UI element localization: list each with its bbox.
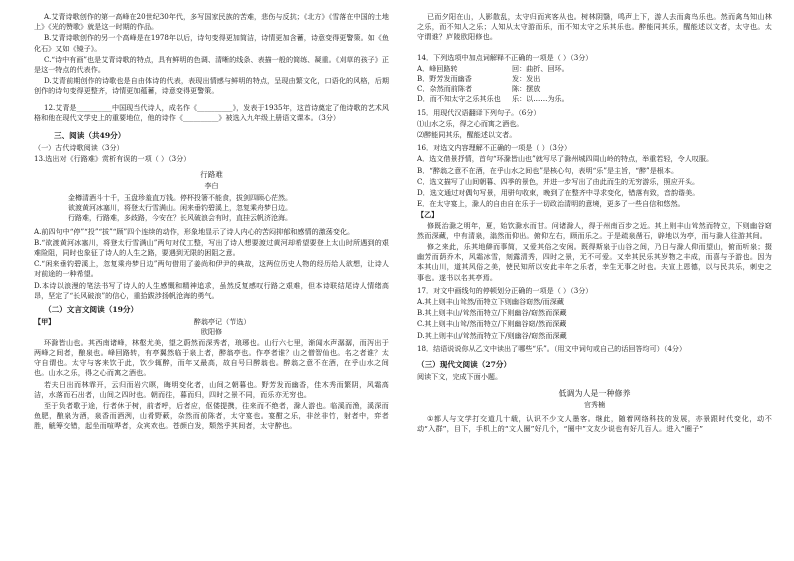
q14-option-d-text: D．而不知太守之乐其乐也 [417,94,501,104]
question-13: 13.选出对《行路难》赏析有误的一项（ ）（3分） [34,154,191,164]
q16-option-a: A．选文借景抒情，首句“环滁皆山也”就写尽了滁州城四周山岭的特点，举重若轻，令人叹服。 [417,154,714,164]
q15-item: ⑵醉能同其乐，醒能述以文者。 [417,130,517,140]
wen-paragraph: 环滁皆山也。其西南诸峰，林壑尤美，望之蔚然而深秀者，琅琊也。山行六七里，渐闻水声潺潺，而泻出于两峰之间者，酿泉也。峰回路转，有亭翼然临于泉上者，醉翁亭也。作亭者谁？山之僧智仙也。名之者谁？太守自谓也。太守与客来饮于此，饮少辄醉，而年又最高，故自号曰醉翁也。醉翁之意不在酒，在乎山水之间也。山水之乐，得之心而寓之酒也。 [34,337,389,378]
q14-option-c [417,84,772,94]
q16-option-e: E．在太守宴上，滁人的自由自在乐于一切政治清明的意境，更多了一些自信和悠然。 [417,199,685,209]
wen-author: 欧阳修 [200,327,223,337]
article-author: 官秀楠 [584,400,605,409]
wen-title: 醉翁亭记（节选） [193,317,251,327]
question-17: 17．对文中画线句的停顿划分正确的一项是（ ）（3分） [417,285,593,295]
subsection-1-heading: （一）古代诗歌阅读（3分） [34,143,124,153]
poem-line: 金樽清酒斗十千，玉盘珍羞直万钱。停杯投箸不能食，拔剑四顾心茫然。 [68,194,292,203]
section-3-heading: 三、阅读（共49分） [54,131,126,141]
passage-jia-tag: 【甲】 [34,317,56,327]
wen-paragraph: 若夫日出而林霏开，云归而岩穴暝，晦明变化者，山间之朝暮也。野芳发而幽香，佳木秀而繁阴，风霜高洁，水落而石出者，山间之四时也。朝而往，暮而归，四时之景不同，而乐亦无穷也。 [34,379,389,399]
q14-option-b-text: B．野芳发而幽香 [417,74,472,84]
poem-line: 行路难，行路难，多歧路，今安在？长风破浪会有时，直挂云帆济沧海。 [68,214,292,223]
wen-title-row [34,317,389,327]
q11-option-a: A.艾青诗歌创作的第一高峰在20世纪30年代，多写国家民族的苦难，悲伤与反抗；《北方》《雪落在中国的土地上》《光的赞歌》就是这一时期的作品。 [34,12,389,32]
subsection-3-heading: （三）现代文阅读（27分） [417,360,512,370]
q16-option-b: B．“醉翁之意不在酒，在乎山水之间也”是核心句，表明“乐”是主旨，“醉”是根本。 [417,165,679,175]
q11-option-b: B.艾青诗歌创作的另一个高峰是在1978年以后，诗句变得更加简洁，诗情更加含蓄，诗意变得更警策。如《鱼化石》又如《镜子》。 [34,33,389,53]
question-18: 18．结语说说你从乙文中读出了哪些“乐”。（用文中词句或自己的话回答均可）（4分） [417,343,687,353]
poem-author: 李白 [204,181,219,190]
poem-title: 行路难 [200,169,223,179]
q13-option-c: C.“闲来垂钓碧溪上，忽复乘舟梦日边”两句借用了姜尚和伊尹的典故，这两位历史人物的经历给人欲想，让诗人对前途的一种希望。 [34,259,389,279]
q14-option-a [417,64,772,74]
q14-option-c-gloss: 陈：摆放 [512,84,541,94]
q17-option-c: C.其上则丰山耸/然而特立/下则幽谷窈/然而深藏 [417,319,567,329]
wen-paragraph: 已而夕阳在山，人影散乱，太守归而宾客从也。树林阴翳，鸣声上下，游人去而禽鸟乐也。然而禽鸟知山林之乐，而不知人之乐；人知从太守游而乐，而不知太守之乐其乐也。醉能同其乐，醒能述以文者，太守也。太守谓谁？庐陵欧阳修也。 [417,12,772,42]
poem-line: 欲渡黄河冰塞川，将登太行雪满山。闲来垂钓碧溪上，忽复乘舟梦日边。 [68,204,292,213]
q13-option-a: A.前四句中“停”“投”“拔”“顾”四个连续的动作，形象地显示了诗人内心的苦闷抑郁和感情的激荡变化。 [34,226,355,236]
q14-option-a-gloss: 回：曲折、回环。 [512,63,569,73]
yi-paragraph: 修之来此，乐其地僻而事简，又爱其俗之安闲。既得斯泉于山谷之间，乃日与滁人仰而望山，俯而听泉；掇幽芳而荫乔木，风霜冰雪，刻露清秀，四时之景，无不可爱。又幸其民乐其岁物之丰成，而喜与予游也。因为本其山川，道其风俗之美，使民知所以安此丰年之乐者，幸生无事之时也。夫宣上恩德，以与民共乐，刺史之事也。遂书以名其亭焉。 [417,242,772,282]
q16-option-c: C．选文描写了山间朝暮、四季的景色，并进一步写出了由此而生的无穷游乐，照应开头。 [417,176,700,186]
reading-intro: 阅读下文，完成下面小题。 [417,372,503,382]
right-column [417,12,772,435]
q14-option-c-text: C．杂然而前陈者 [417,84,473,94]
q11-option-c: C.“诗中有画”也是艾青诗歌的特点，具有鲜明的色调、清晰的线条、表描一般的简练、凝重。《刈草的孩子》正是这一特点的代表作。 [34,54,389,75]
q17-option-d: D.其上则丰山/耸然而特立下/则幽谷/窈然而深藏 [417,330,567,340]
q13-option-d: D.本诗以浪漫的笔法书写了诗人的人生感慨和精神追求，虽然反复感叹行路之艰难，但本诗联结尾诗人情绪高昂，坚定了“长风破浪”的信心，重拾跋涉扬帆沧海的勇气。 [34,280,389,300]
q11-option-d: D.艾青前期创作的诗歌也是自由体诗的代表，表现出情感与鲜明的特点，呈现由繁文化，口语化的风格，后期创作的诗句变得更整齐，诗情更加蕴蓄，诗意变得更警策。 [34,76,389,96]
q17-option-b: B.其上则丰山/耸然而特立/下则幽谷/窈然而深藏 [417,308,567,318]
article-paragraph-1: ①都人与文学打交道几十载，认识不少文人墨客。继此，随着网络科技的发展，亦景跟时代变化，动不动“入群”，目下，手机上的“文人圈”好几个，“圈中”文友少说也有好几百人。进入“圈子” [417,413,772,434]
question-15: 15．用现代汉语翻译下列句子。（6分） [417,107,541,117]
q14-option-d-gloss: 乐：以……为乐。 [512,94,569,104]
q14-option-b [417,74,772,84]
question-14: 14．下列选项中加点词解释不正确的一项是（ ）（3分） [417,52,593,62]
left-column [34,12,389,433]
subsection-2-heading: （二）文言文阅读（19分） [44,305,139,315]
wen-paragraph: 至于负者歌于途，行者休于树，前者呼，后者应，伛偻提携，往来而不绝者，滁人游也。临溪而渔，溪深而鱼肥，酿泉为酒，泉香而酒洌，山肴野蔌，杂然而前陈者，太守宴也。宴酣之乐，非丝非竹，射者中，弈者胜，觥筹交错，起坐而喧哗者，众宾欢也。苍颜白发，颓然乎其间者，太守醉也。 [34,400,389,431]
article-title: 低调为人是一种修养 [558,388,631,398]
passage-yi-tag: 【乙】 [417,210,439,220]
q14-option-a-text: A．峰回路转 [417,63,458,73]
yi-paragraph: 修既治滁之明年，夏，始饮滁水而甘。问诸滁人，得于州南百步之近。其上则丰山耸然而特立，下则幽谷窈然而深藏，中有清泉，滃然而仰出。俯仰左右，顾而乐之。于是疏泉凿石，辟地以为亭，而与滁人往游其间。 [417,220,772,240]
question-16: 16．对选文内容理解不正确的一项是（ ）（3分） [417,143,572,153]
q13-option-b: B.“欲渡黄河冰塞川，将登太行雪满山”两句对仗工整，写出了诗人想要渡过黄河却希望要登上太山时所遇到的艰难险阻，同时也象征了诗人的人生之路，要遇到无限的困阻之意。 [34,237,389,258]
question-12: 12.艾青是__________中国现当代诗人，成名作《__________》，发表于1935年，这首诗奠定了他诗歌的艺术风格和他在现代文学史上的重要地位，他的诗作《__________》被选入九年级上册语文课本。（3分） [34,102,389,122]
q14-option-d [417,94,772,104]
q17-option-a: A.其上则丰山耸然/而特立下则幽谷窈然/而深藏 [417,297,564,307]
q15-item: ⑴山水之乐，得之心而寓之酒也。 [417,118,524,128]
q14-option-b-gloss: 发：发出 [512,74,541,84]
q16-option-d: D．选文通过对偶句写景，用骈句收束，晚到了在整齐中寻求变化，错落有致，音韵谐美。 [417,188,700,198]
